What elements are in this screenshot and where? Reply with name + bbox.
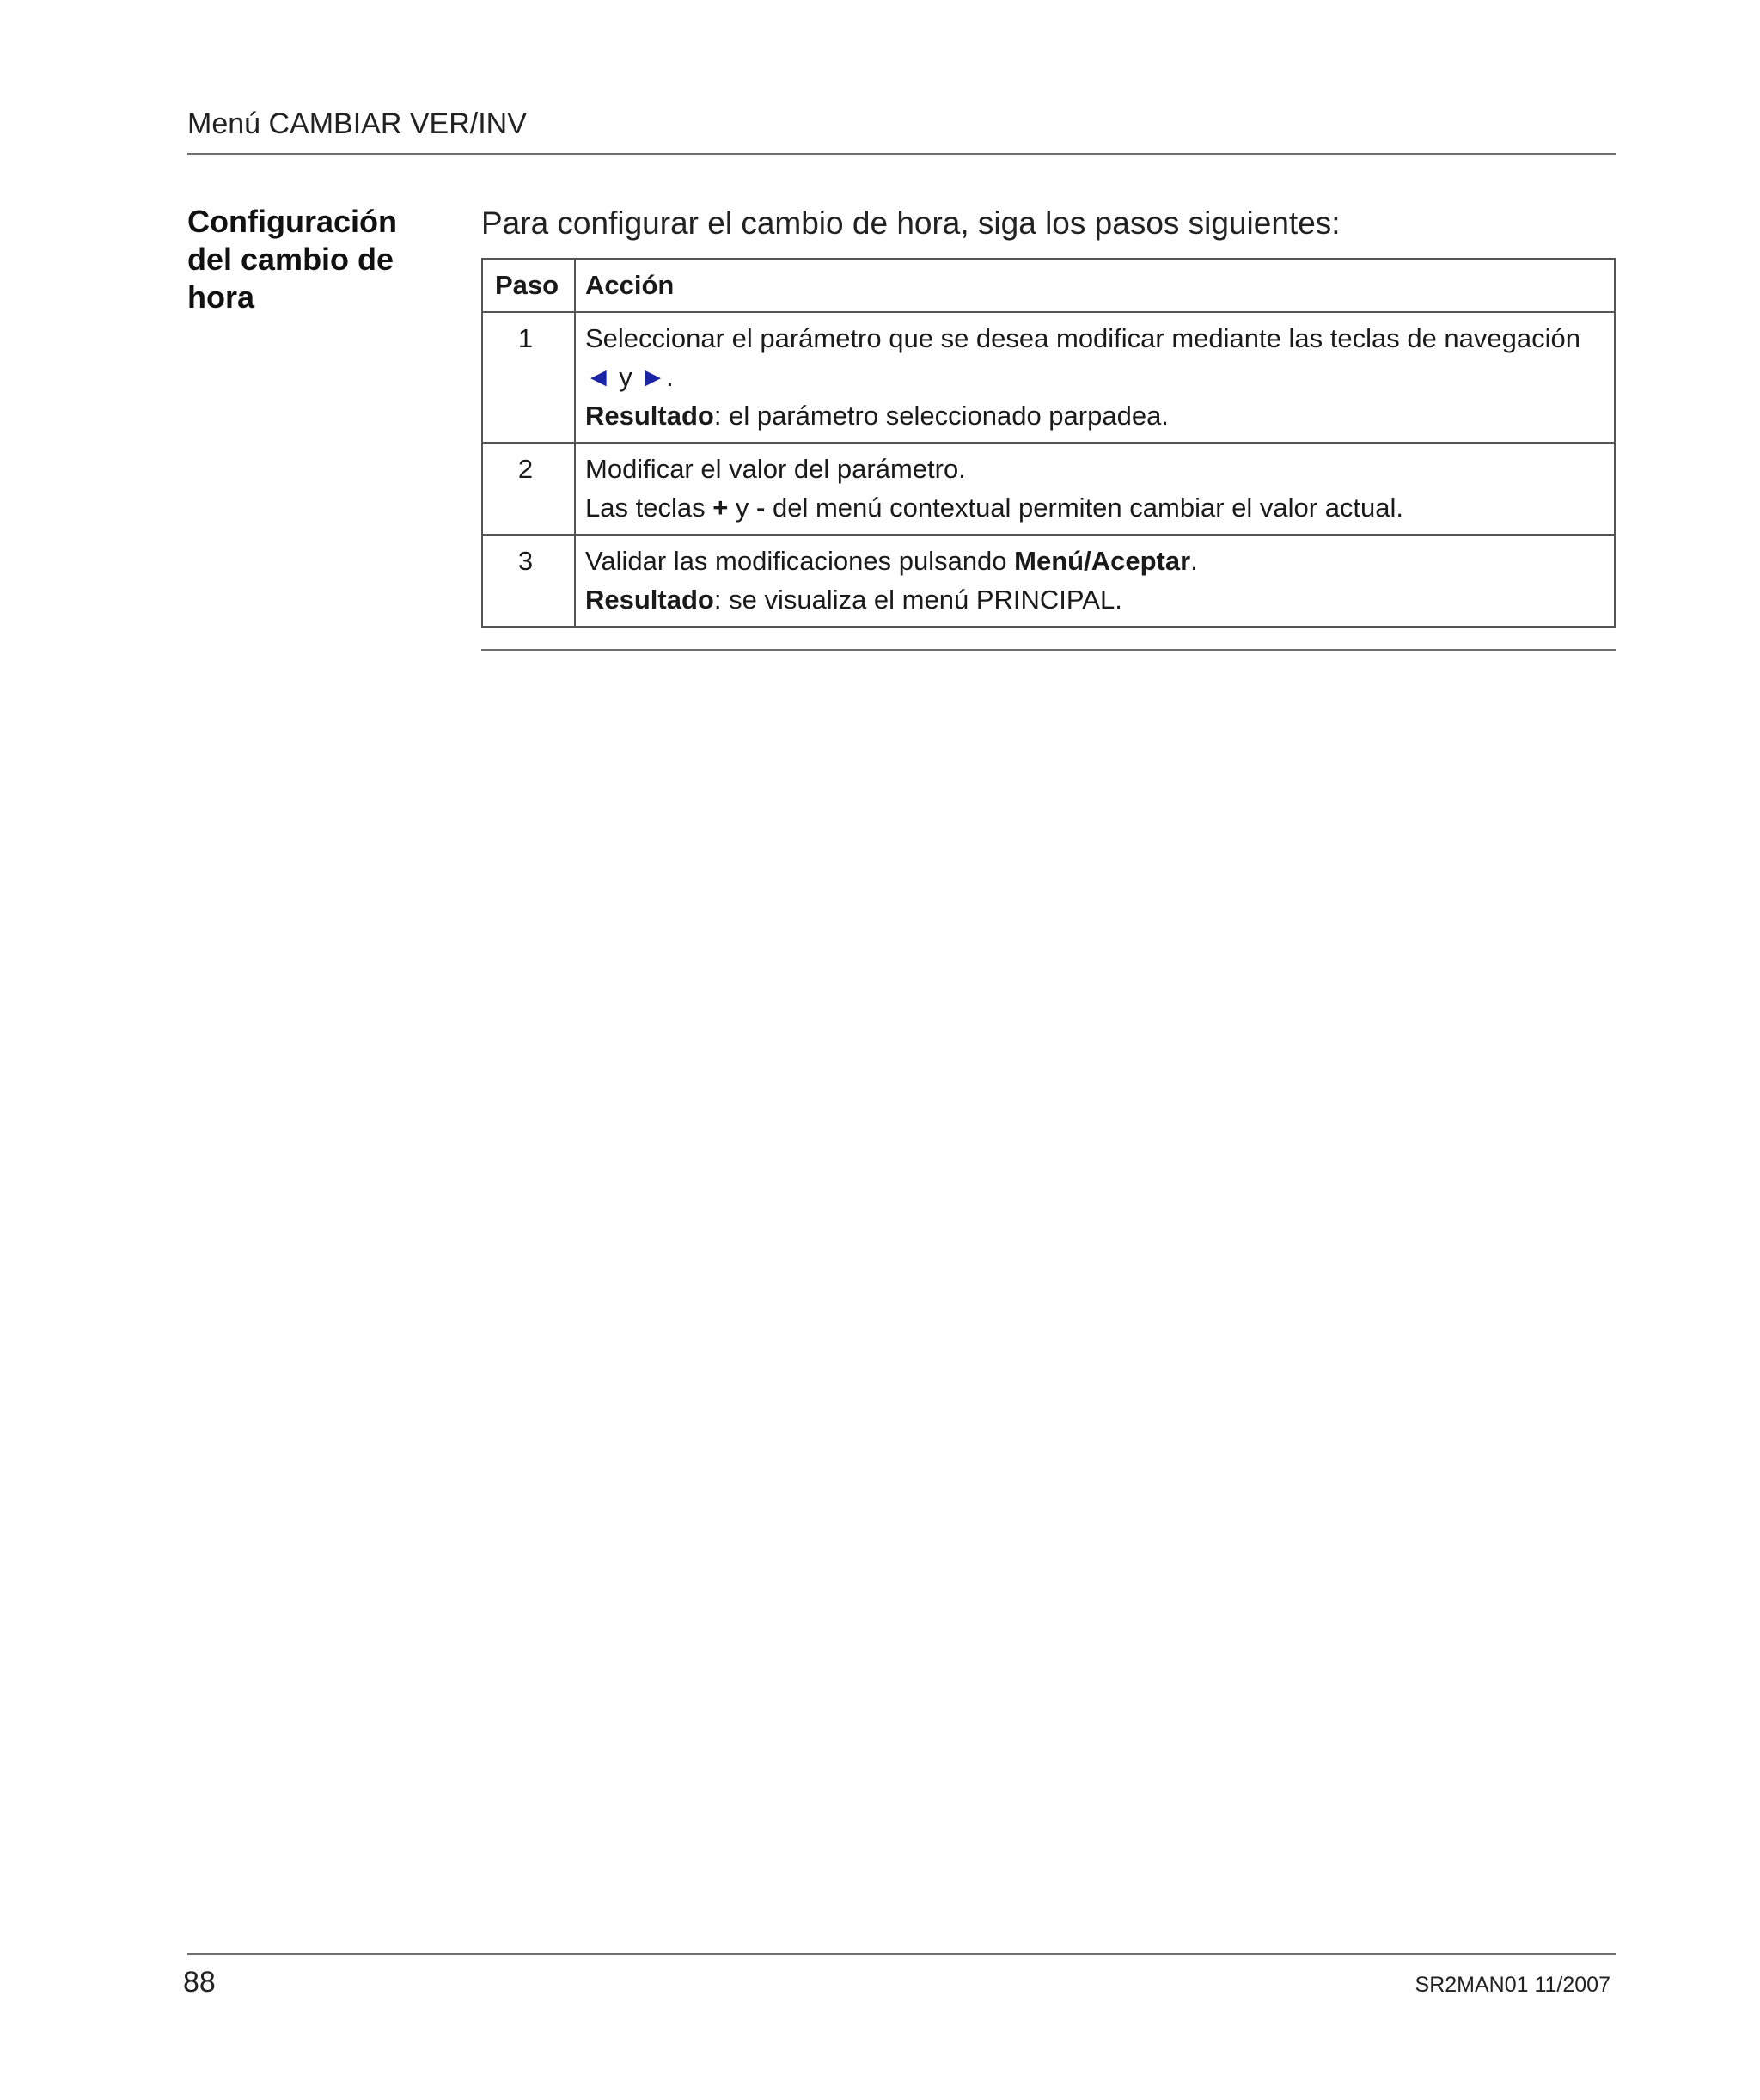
action-text	[585, 542, 1605, 580]
period-text: .	[1190, 546, 1198, 576]
action-text-part: Las teclas	[585, 493, 713, 523]
step-number: 2	[482, 443, 575, 535]
table-row	[482, 535, 1615, 627]
running-header: Menú CAMBIAR VER/INV	[187, 107, 527, 140]
result-text: : el parámetro seleccionado parpadea.	[713, 401, 1169, 431]
table-row	[482, 443, 1615, 535]
result-text: : se visualiza el menú PRINCIPAL.	[713, 585, 1122, 615]
minus-key: -	[756, 493, 766, 523]
action-text	[585, 488, 1605, 527]
action-text-part: y	[728, 493, 757, 523]
result-label: Resultado	[585, 401, 714, 431]
action-text	[585, 319, 1605, 358]
step-number: 3	[482, 535, 575, 627]
column-header-action: Acción	[575, 259, 1615, 312]
section-intro: Para configurar el cambio de hora, siga los pasos siguientes:	[481, 205, 1341, 241]
left-arrow-icon: ◄	[585, 362, 612, 392]
section-title: Configuración del cambio de hora	[187, 204, 397, 315]
step-action	[575, 312, 1615, 443]
action-text-part: del menú contextual permiten cambiar el valor actual.	[765, 493, 1404, 523]
table-row	[482, 312, 1615, 443]
footer-rule	[187, 1953, 1616, 1955]
table-header-row	[482, 259, 1615, 312]
result-line	[585, 580, 1605, 619]
steps-table	[481, 258, 1616, 628]
document-reference: SR2MAN01 11/2007	[1415, 1973, 1610, 1997]
section-end-rule	[481, 649, 1616, 651]
right-arrow-icon: ►	[639, 362, 667, 392]
conjunction-text: y	[611, 362, 640, 392]
step-action	[575, 535, 1615, 627]
period-text: .	[666, 362, 674, 392]
action-line: Seleccionar el parámetro que se desea modificar mediante las teclas de navegación	[585, 323, 1581, 353]
action-text	[585, 358, 1605, 396]
action-text: Modificar el valor del parámetro.	[585, 454, 966, 484]
step-action	[575, 443, 1615, 535]
result-line	[585, 396, 1605, 435]
menu-accept-key: Menú/Aceptar	[1014, 546, 1191, 576]
result-label: Resultado	[585, 585, 714, 615]
action-text-part: Validar las modificaciones pulsando	[585, 546, 1015, 576]
column-header-step: Paso	[482, 259, 575, 312]
plus-key: +	[712, 493, 729, 523]
step-number: 1	[482, 312, 575, 443]
page-number: 88	[183, 1966, 216, 1999]
header-rule	[187, 153, 1616, 155]
